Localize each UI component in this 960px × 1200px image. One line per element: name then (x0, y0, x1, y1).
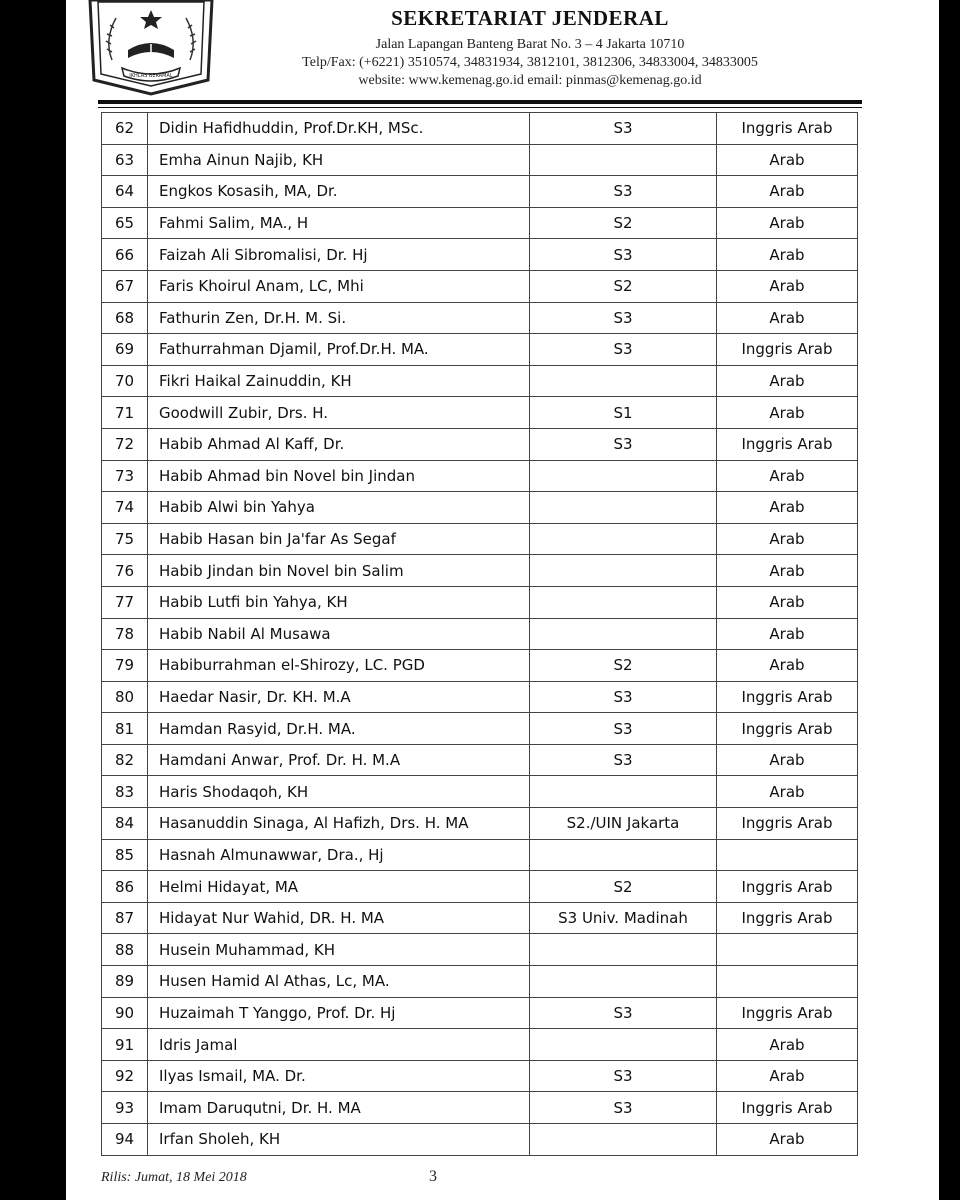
row-number-cell: 92 (102, 1060, 148, 1092)
row-number-cell: 82 (102, 744, 148, 776)
education-cell: S2 (530, 650, 717, 682)
table-row (102, 681, 858, 713)
name-cell: Habib Alwi bin Yahya (148, 492, 530, 524)
row-number-cell: 94 (102, 1124, 148, 1156)
education-cell: S2./UIN Jakarta (530, 808, 717, 840)
roster-table (101, 112, 858, 1156)
header-web: website: www.kemenag.go.id email: pinmas@kemenag.go.id (358, 73, 702, 88)
language-cell (717, 839, 858, 871)
row-number-cell: 80 (102, 681, 148, 713)
name-cell: Haris Shodaqoh, KH (148, 776, 530, 808)
education-cell: S2 (530, 270, 717, 302)
education-cell (530, 144, 717, 176)
row-number-cell: 67 (102, 270, 148, 302)
education-cell: S3 Univ. Madinah (530, 902, 717, 934)
education-cell (530, 523, 717, 555)
table-row (102, 239, 858, 271)
language-cell (717, 934, 858, 966)
row-number-cell: 64 (102, 176, 148, 208)
education-cell (530, 555, 717, 587)
name-cell: Fathurrahman Djamil, Prof.Dr.H. MA. (148, 334, 530, 366)
row-number-cell: 89 (102, 966, 148, 998)
education-cell (530, 1124, 717, 1156)
name-cell: Fathurin Zen, Dr.H. M. Si. (148, 302, 530, 334)
table-row (102, 902, 858, 934)
table-row (102, 523, 858, 555)
name-cell: Husen Hamid Al Athas, Lc, MA. (148, 966, 530, 998)
table-row (102, 1029, 858, 1061)
table-row (102, 618, 858, 650)
row-number-cell: 87 (102, 902, 148, 934)
row-number-cell: 84 (102, 808, 148, 840)
language-cell: Arab (717, 776, 858, 808)
row-number-cell: 75 (102, 523, 148, 555)
table-row (102, 713, 858, 745)
name-cell: Ilyas Ismail, MA. Dr. (148, 1060, 530, 1092)
education-cell: S3 (530, 334, 717, 366)
row-number-cell: 69 (102, 334, 148, 366)
language-cell: Arab (717, 1060, 858, 1092)
table-row (102, 934, 858, 966)
language-cell: Arab (717, 523, 858, 555)
education-cell: S3 (530, 239, 717, 271)
row-number-cell: 78 (102, 618, 148, 650)
education-cell (530, 934, 717, 966)
table-row (102, 839, 858, 871)
education-cell: S1 (530, 397, 717, 429)
language-cell: Inggris Arab (717, 428, 858, 460)
education-cell: S3 (530, 176, 717, 208)
release-date: Rilis: Jumat, 18 Mei 2018 (101, 1170, 247, 1185)
name-cell: Didin Hafidhuddin, Prof.Dr.KH, MSc. (148, 113, 530, 145)
header-phone: Telp/Fax: (+6221) 3510574, 34831934, 3812101, 3812306, 34833004, 34833005 (302, 55, 758, 70)
table-row (102, 1124, 858, 1156)
name-cell: Habib Ahmad bin Novel bin Jindan (148, 460, 530, 492)
education-cell: S2 (530, 871, 717, 903)
row-number-cell: 63 (102, 144, 148, 176)
language-cell: Inggris Arab (717, 681, 858, 713)
language-cell: Inggris Arab (717, 113, 858, 145)
header-rule-thin (98, 107, 862, 108)
education-cell (530, 776, 717, 808)
education-cell: S3 (530, 997, 717, 1029)
table-row (102, 492, 858, 524)
row-number-cell: 79 (102, 650, 148, 682)
name-cell: Habib Jindan bin Novel bin Salim (148, 555, 530, 587)
language-cell: Arab (717, 302, 858, 334)
header-rule-thick (98, 100, 862, 104)
row-number-cell: 72 (102, 428, 148, 460)
row-number-cell: 88 (102, 934, 148, 966)
education-cell (530, 618, 717, 650)
language-cell: Arab (717, 586, 858, 618)
language-cell: Arab (717, 270, 858, 302)
education-cell (530, 1029, 717, 1061)
logo-ribbon-text: IKHLAS BERAMAL (129, 73, 173, 79)
row-number-cell: 93 (102, 1092, 148, 1124)
table-row (102, 176, 858, 208)
name-cell: Habib Hasan bin Ja'far As Segaf (148, 523, 530, 555)
table-row (102, 365, 858, 397)
language-cell: Inggris Arab (717, 902, 858, 934)
row-number-cell: 65 (102, 207, 148, 239)
table-row (102, 397, 858, 429)
name-cell: Goodwill Zubir, Drs. H. (148, 397, 530, 429)
row-number-cell: 90 (102, 997, 148, 1029)
row-number-cell: 62 (102, 113, 148, 145)
table-row (102, 1060, 858, 1092)
language-cell (717, 966, 858, 998)
row-number-cell: 91 (102, 1029, 148, 1061)
page-number: 3 (429, 1168, 437, 1185)
name-cell: Hamdan Rasyid, Dr.H. MA. (148, 713, 530, 745)
name-cell: Emha Ainun Najib, KH (148, 144, 530, 176)
name-cell: Habib Ahmad Al Kaff, Dr. (148, 428, 530, 460)
header-address: Jalan Lapangan Banteng Barat No. 3 – 4 Jakarta 10710 (375, 37, 685, 52)
language-cell: Inggris Arab (717, 997, 858, 1029)
name-cell: Husein Muhammad, KH (148, 934, 530, 966)
language-cell: Arab (717, 460, 858, 492)
row-number-cell: 76 (102, 555, 148, 587)
name-cell: Habib Lutfi bin Yahya, KH (148, 586, 530, 618)
name-cell: Irfan Sholeh, KH (148, 1124, 530, 1156)
table-row (102, 270, 858, 302)
language-cell: Arab (717, 618, 858, 650)
name-cell: Imam Daruqutni, Dr. H. MA (148, 1092, 530, 1124)
education-cell (530, 365, 717, 397)
table-row (102, 428, 858, 460)
table-row (102, 776, 858, 808)
language-cell: Arab (717, 1029, 858, 1061)
row-number-cell: 66 (102, 239, 148, 271)
row-number-cell: 83 (102, 776, 148, 808)
table-row (102, 302, 858, 334)
education-cell (530, 460, 717, 492)
table-row (102, 966, 858, 998)
name-cell: Habib Nabil Al Musawa (148, 618, 530, 650)
language-cell: Inggris Arab (717, 808, 858, 840)
name-cell: Engkos Kosasih, MA, Dr. (148, 176, 530, 208)
table-row (102, 207, 858, 239)
education-cell: S3 (530, 681, 717, 713)
table-row (102, 113, 858, 145)
language-cell: Inggris Arab (717, 334, 858, 366)
name-cell: Faizah Ali Sibromalisi, Dr. Hj (148, 239, 530, 271)
row-number-cell: 77 (102, 586, 148, 618)
language-cell: Arab (717, 207, 858, 239)
name-cell: Hidayat Nur Wahid, DR. H. MA (148, 902, 530, 934)
table-row (102, 871, 858, 903)
name-cell: Huzaimah T Yanggo, Prof. Dr. Hj (148, 997, 530, 1029)
row-number-cell: 70 (102, 365, 148, 397)
education-cell: S3 (530, 113, 717, 145)
name-cell: Fikri Haikal Zainuddin, KH (148, 365, 530, 397)
language-cell: Inggris Arab (717, 713, 858, 745)
name-cell: Hasnah Almunawwar, Dra., Hj (148, 839, 530, 871)
row-number-cell: 71 (102, 397, 148, 429)
name-cell: Helmi Hidayat, MA (148, 871, 530, 903)
header-title: SEKRETARIAT JENDERAL (391, 6, 669, 30)
education-cell (530, 492, 717, 524)
language-cell: Arab (717, 365, 858, 397)
table-row (102, 460, 858, 492)
row-number-cell: 73 (102, 460, 148, 492)
language-cell: Arab (717, 144, 858, 176)
education-cell: S3 (530, 1092, 717, 1124)
language-cell: Inggris Arab (717, 1092, 858, 1124)
education-cell (530, 966, 717, 998)
table-row (102, 555, 858, 587)
table-row (102, 1092, 858, 1124)
education-cell (530, 586, 717, 618)
roster-table-body (102, 113, 858, 1156)
language-cell: Arab (717, 239, 858, 271)
language-cell: Arab (717, 176, 858, 208)
name-cell: Haedar Nasir, Dr. KH. M.A (148, 681, 530, 713)
language-cell: Inggris Arab (717, 871, 858, 903)
language-cell: Arab (717, 744, 858, 776)
language-cell: Arab (717, 397, 858, 429)
name-cell: Hasanuddin Sinaga, Al Hafizh, Drs. H. MA (148, 808, 530, 840)
language-cell: Arab (717, 555, 858, 587)
row-number-cell: 85 (102, 839, 148, 871)
education-cell: S3 (530, 713, 717, 745)
language-cell: Arab (717, 492, 858, 524)
education-cell: S3 (530, 1060, 717, 1092)
table-row (102, 744, 858, 776)
table-row (102, 334, 858, 366)
table-row (102, 997, 858, 1029)
language-cell: Arab (717, 650, 858, 682)
row-number-cell: 68 (102, 302, 148, 334)
table-row (102, 808, 858, 840)
name-cell: Hamdani Anwar, Prof. Dr. H. M.A (148, 744, 530, 776)
education-cell: S3 (530, 302, 717, 334)
table-row (102, 144, 858, 176)
name-cell: Faris Khoirul Anam, LC, Mhi (148, 270, 530, 302)
name-cell: Habiburrahman el-Shirozy, LC. PGD (148, 650, 530, 682)
row-number-cell: 81 (102, 713, 148, 745)
name-cell: Idris Jamal (148, 1029, 530, 1061)
education-cell (530, 839, 717, 871)
table-row (102, 650, 858, 682)
ministry-emblem-icon (82, 0, 220, 96)
education-cell: S2 (530, 207, 717, 239)
education-cell: S3 (530, 428, 717, 460)
name-cell: Fahmi Salim, MA., H (148, 207, 530, 239)
row-number-cell: 74 (102, 492, 148, 524)
table-row (102, 586, 858, 618)
row-number-cell: 86 (102, 871, 148, 903)
language-cell: Arab (717, 1124, 858, 1156)
education-cell: S3 (530, 744, 717, 776)
